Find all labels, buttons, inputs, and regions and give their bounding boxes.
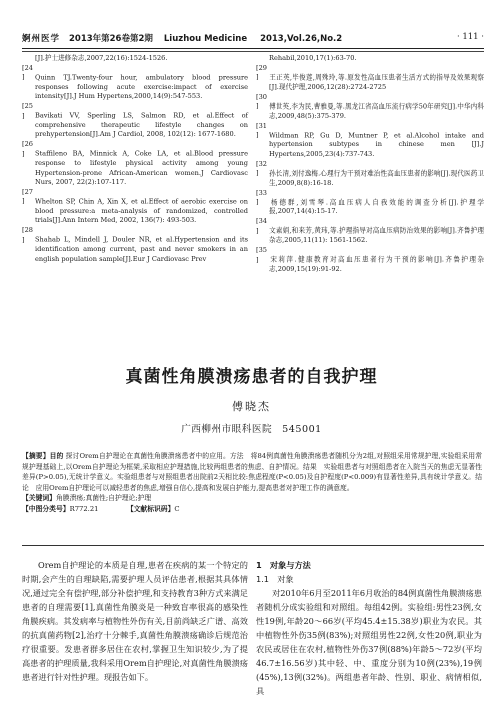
- reference-text: Rehabil,2010,17(1):63-70.: [269, 54, 357, 62]
- reference-item: [22, 102, 248, 140]
- body-right-column: [256, 558, 482, 698]
- running-header: [22, 30, 484, 46]
- reference-item: [22, 188, 248, 226]
- reference-number: [24]: [22, 64, 33, 82]
- abstract-body: [22, 451, 482, 493]
- reference-text: [J].护士进修杂志,2007,22(16):1524-1526.: [35, 54, 168, 62]
- reference-text: 文素娟,和来芳,黄玮,等.护理指导对高血压病防治效果的影响[J].齐鲁护理杂志,2005,11(11): 1561-1562.: [269, 226, 484, 245]
- reference-item: [256, 217, 484, 245]
- subsection-heading: 1.1 对象: [256, 574, 294, 584]
- reference-item: [256, 246, 484, 274]
- class-label: 【中图分类号】: [22, 504, 70, 513]
- header-left: [22, 32, 342, 44]
- section-heading: 1 对象与方法: [256, 560, 311, 570]
- keywords-label: 【关键词】: [22, 494, 56, 502]
- reference-text: 杨德群,刘雪琴.高血压病人自我效能的调查分析[J].护理学报,2007,14(4):15-17.: [269, 198, 484, 216]
- abstract: [22, 451, 482, 514]
- references-left-column: [22, 54, 248, 265]
- reference-text: Staffileno BA, Minnick A, Coke LA, et al.Blood pressure response to lifestyle physical activity among young Hypertension-prone African-American women.J Cardiovasc Nurs, 2007, 22(2):107-117.: [35, 149, 248, 187]
- references-right-column: [256, 54, 484, 275]
- intro-paragraph: Orem自护理论的本质是自理,患者在疾病的某一个特定的时期,会产生的自理缺陷,需要护理人员评估患者,根据其具体情况,通过完全有偿护理,部分补偿护理,和支持教育3种方式来满足患者的自理需要[1],真菌性角膜炎是一种致盲率很高的感染性角膜疾病。其发病率与植物性外伤有关,目前尚缺乏广谱、高效的抗真菌药物[2],治疗十分棘手,真菌性角膜溃疡确诊后规范治疗很重要。发患者群多居住在农村,掌握卫生知识较少,为了提高患者的护理质量,我科采用Orem自护理论,对真菌性角膜溃疡患者进行针对性护理。现报告如下。: [22, 560, 248, 682]
- reference-number: [33]: [256, 188, 267, 207]
- reference-item: [256, 54, 484, 63]
- reference-number: [27]: [22, 188, 33, 206]
- reference-item: [256, 64, 484, 92]
- reference-number: [25]: [22, 102, 33, 120]
- reference-number: [35]: [256, 246, 267, 264]
- abstract-label: 【摘要】目的: [22, 452, 64, 460]
- reference-number: [34]: [256, 217, 267, 235]
- reference-item: [256, 160, 484, 188]
- classification-line: [22, 504, 482, 515]
- reference-text: Quinn TJ.Twenty-four hour, ambulatory blood pressure responses following acute exercise:impact of exercise intensity[J].J Hum Hypertens,2000,14(9):547-553.: [35, 73, 248, 101]
- reference-number: [28]: [22, 226, 33, 244]
- journal-issue: 2013年第26卷第2期: [68, 34, 153, 44]
- keywords-text: 角膜溃疡;真菌性;自护理论;护理: [55, 494, 152, 502]
- article-title: 真菌性角膜溃疡患者的自我护理: [125, 367, 378, 387]
- reference-text: Shahab L, Mindell J, Douler NR, et al.Hypertension and its identification among current, past and never smokers in an english population sample[J].Eur J Cardiovasc Prev: [35, 235, 248, 263]
- reference-item: [22, 140, 248, 187]
- reference-item: [256, 93, 484, 121]
- reference-item: [22, 226, 248, 264]
- reference-text: 傅世英,李为民,曹雅曼,等.黑龙江省高血压流行病学50年研究[J].中华内科志,2009,48(5):375-379.: [269, 102, 484, 120]
- reference-text: 王正英,毕俊莲,周殊玲,等.原发性高血压患者生活方式的指导及效果观察[J].现代护理,2006,12(28):2724-2725: [269, 73, 484, 91]
- journal-issue-en: 2013,Vol.26,No.2: [260, 34, 343, 44]
- class-code: R772.21: [69, 504, 99, 513]
- reference-number: [31]: [256, 121, 267, 140]
- reference-text: Bavikati VV, Sperling LS, Salmon RD, et al.Effect of comprehensive therapeutic lifestyle changes on prehypertension[J].Am J Cardiol, 2008, 102(12): 1677-1680.: [35, 111, 248, 139]
- article-author: 傅晓杰: [232, 400, 271, 413]
- abstract-text: 探讨Orem自护理论在真菌性角膜溃疡患者中的应用。方法 将84例真菌性角膜溃疡患者随机分为2组,对照组采用常规护理,实验组采用常规护理基础上,以Orem自护理论为框架,采取相应护理措施,比较两组患者的焦虑、自护情况。结果 实验组患者与对照组患者在入院当天的焦虑无显著性差异(P>0.05),无统计学意义。实验组患者与对照组患者出院前2天相比较:焦虑程度(P<0.05)及自护程度(P<0.009)有显著性差异,具有统计学意义。结论 应用Orem自护理论可以减轻患者的焦虑,增强自信心,提高和发展自护能力,提高患者对护理工作的满意度。: [22, 452, 482, 492]
- keywords-line: [22, 493, 482, 504]
- reference-item: [256, 122, 484, 160]
- reference-number: [26]: [22, 140, 33, 158]
- abstract-rule: [22, 545, 484, 546]
- reference-text: Wildman RP, Gu D, Muntner P, et al.Alcohol intake and hypertension subtypes in chinese men [J].J Hypertens,2005,23(4):737-743.: [269, 131, 484, 158]
- reference-number: [30]: [256, 92, 267, 111]
- reference-text: 孙长清,刘付逸梅.心理行为干预对难治性高血压患者的影响[J].现代医药卫生,2009,8(8):16-18.: [269, 169, 484, 187]
- reference-text: 宋莉萍.健康教育对高血压患者行为干预的影响[J].齐鲁护理杂志,2009,15(19):91-92.: [269, 255, 484, 274]
- methods-paragraph: 对2010年6月至2011年6月收治的84例真菌性角膜溃疡患者随机分成实验组和对照组。每组42例。实验组:男性23例,女性19例,年龄20～66岁(平均45.4±15.38岁)职业为农民。其中植物性外伤35例(83%);对照组男性22例,女性20例,职业为农民或居住在农村,植物性外伤37例(88%)年龄5～72岁(平均46.7±16.56岁)其中轻、中、重度分别为10例(23%),19例(45%),13例(32%)。两组患者年龄、性别、职业、病情相似,具: [256, 588, 482, 696]
- reference-number: [29]: [256, 64, 267, 82]
- doc-code: C: [174, 504, 180, 513]
- journal-name: 婀州医学: [22, 34, 61, 44]
- journal-name-en: Liuzhou Medicine: [163, 34, 248, 44]
- body-left-column: [22, 558, 248, 684]
- header-rule-thin: [22, 51, 484, 52]
- article-affiliation: 广西柳州市眼科医院 545001: [181, 424, 322, 435]
- reference-number: [32]: [256, 159, 267, 178]
- reference-item: [22, 54, 248, 63]
- header-rule: [22, 48, 484, 49]
- doc-label: 【文献标识码】: [126, 504, 175, 513]
- reference-item: [22, 64, 248, 102]
- reference-text: Whelton SP, Chin A, Xin X, et al.Effect of aerobic exercise on blood pressure:a meta-analysis of randomized, controlled trials[J].Ann Intern Med, 2002, 136(7): 493-503.: [35, 197, 248, 225]
- reference-item: [256, 189, 484, 217]
- page-number: · 111 ·: [456, 32, 484, 42]
